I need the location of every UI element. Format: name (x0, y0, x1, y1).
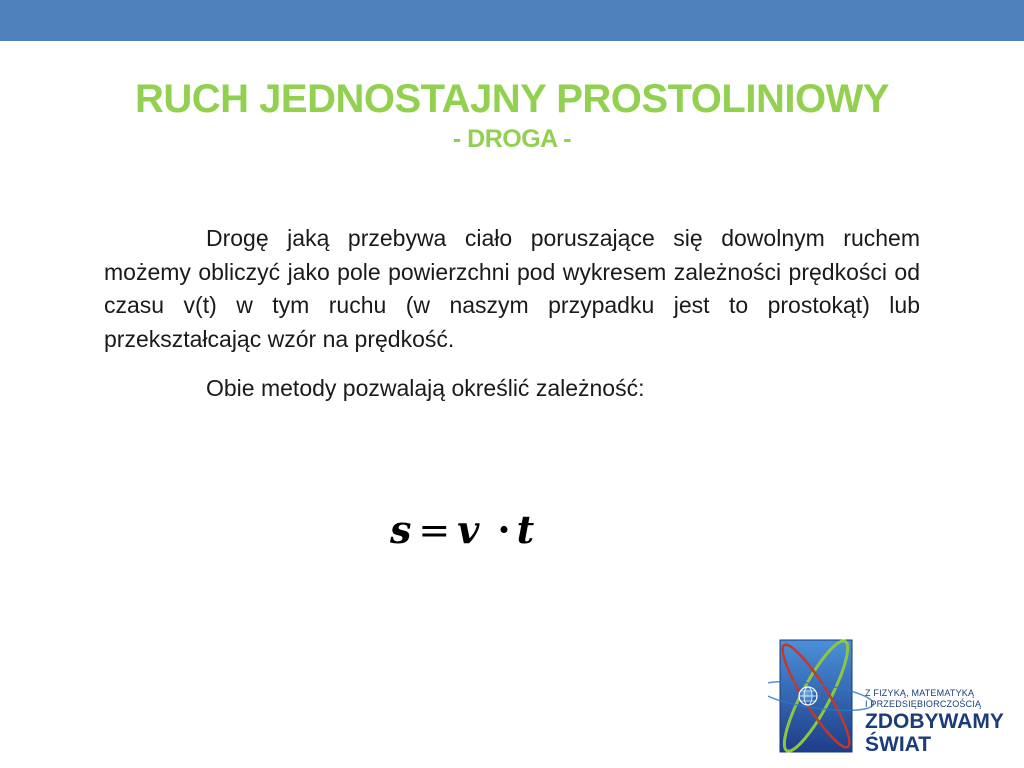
body-paragraph-2: Obie metody pozwalają określić zależność: (206, 375, 645, 401)
logo-tagline-2: I PRZEDSIĘBIORCZOŚCIĄ (865, 699, 982, 709)
slide-body (104, 222, 920, 406)
logo-tagline-1: Z FIZYKĄ, MATEMATYKĄ (865, 688, 975, 698)
formula-t: t (516, 507, 535, 552)
body-paragraph-1: Drogę jaką przebywa ciało poruszające się dowolnym ruchem możemy obliczyć jako pole powierzchni pod wykresem zależności prędkości od czasu v(t) w tym ruchu (w naszym przypadku jest to prostokąt) lub przekształcając wzór na prędkość. (104, 225, 920, 352)
slide-subtitle: - DROGA - (452, 125, 572, 153)
formula-dot: · (497, 507, 511, 552)
logo-name-2: ŚWIAT (865, 733, 932, 756)
formula-equals: = (418, 508, 451, 552)
formula-v: v (457, 507, 480, 552)
formula-s: s (390, 507, 412, 552)
logo-name-1: ZDOBYWAMY (865, 710, 1004, 733)
distance-formula (390, 505, 534, 555)
project-logo (768, 624, 1024, 768)
top-accent-bar (0, 0, 1024, 41)
slide-title: RUCH JEDNOSTAJNY PROSTOLINIOWY (135, 77, 889, 121)
title-block (0, 78, 1024, 154)
